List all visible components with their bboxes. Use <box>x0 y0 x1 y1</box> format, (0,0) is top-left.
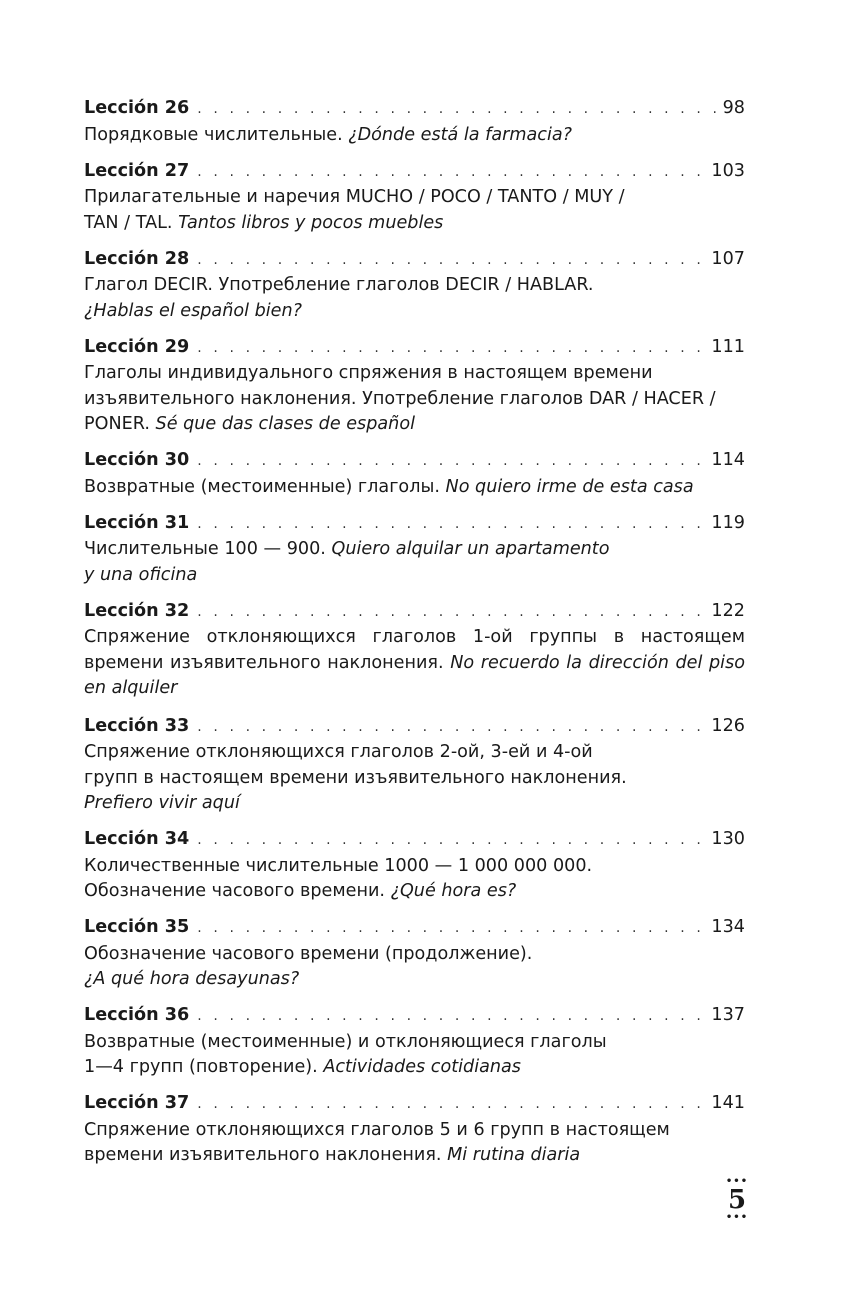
entry-description <box>84 361 745 438</box>
description-text: Спряжение отклоняющихся глаголов 1-ой группы в настоящем времени изъявительного наклонения. <box>84 627 745 673</box>
description-italic: Sé que das clases de español <box>155 414 415 434</box>
toc-entry <box>84 714 745 817</box>
toc-entry <box>84 335 745 438</box>
description-text: групп в настоящем времени изъявительного наклонения. <box>84 767 627 788</box>
toc-entry <box>84 159 745 237</box>
lesson-title: Lección 37 <box>84 1093 190 1113</box>
entry-description <box>84 625 745 702</box>
entry-description <box>84 185 745 236</box>
description-text: Обозначение часового времени. <box>84 881 391 901</box>
entry-heading <box>84 1003 745 1030</box>
lesson-title: Lección 32 <box>84 600 190 621</box>
description-italic: ¿A qué hora desayunas? <box>84 969 300 989</box>
description-text: Спряжение отклоняющихся глаголов 2-ой, 3-ей и 4-ой <box>84 742 593 762</box>
description-text: TAN / TAL. <box>84 212 179 233</box>
entry-heading <box>84 247 745 274</box>
entry-description <box>84 854 745 905</box>
lesson-title: Lección 29 <box>84 336 190 357</box>
entry-description <box>84 273 745 324</box>
entry-heading <box>84 827 745 854</box>
description-text: Количественные числительные 1000 — 1 000 000 000. <box>84 855 593 876</box>
lesson-title: Lección 30 <box>84 450 190 470</box>
lesson-title: Lección 26 <box>84 98 190 118</box>
entry-description <box>84 1118 745 1169</box>
description-text: Прилагательные и наречия MUCHO / POCO / TANTO / MUY / <box>84 187 625 207</box>
description-text: Глагол DECIR. Употребление глаголов DECIR / HABLAR. <box>84 275 594 295</box>
toc-entry <box>84 827 745 905</box>
page-number: 137 <box>711 1005 745 1025</box>
description-text: времени изъявительного наклонения. <box>84 1145 448 1165</box>
description-text: Числительные 100 — 900. <box>84 539 332 559</box>
page-number: 141 <box>711 1093 745 1113</box>
description-italic: Prefiero vivir aquí <box>84 793 240 813</box>
toc-entry <box>84 511 745 589</box>
toc-entry <box>84 448 745 500</box>
description-italic: Mi rutina diaria <box>447 1145 581 1165</box>
description-italic: Quiero alquilar un apartamento <box>331 539 610 559</box>
page-number: 119 <box>711 512 745 533</box>
dot-leader <box>197 715 705 741</box>
description-italic: ¿Qué hora es? <box>390 881 517 901</box>
dot-leader <box>197 336 705 362</box>
entry-description <box>84 1030 745 1081</box>
toc-entry <box>84 915 745 993</box>
page-number: 122 <box>711 600 745 621</box>
entry-heading <box>84 96 745 123</box>
folio-page-number: 5 <box>727 1185 747 1215</box>
dot-leader <box>197 97 716 123</box>
dot-leader <box>197 248 705 274</box>
entry-heading <box>84 159 745 186</box>
page-number: 130 <box>711 829 745 849</box>
lesson-title: Lección 31 <box>84 512 190 533</box>
lesson-title: Lección 27 <box>84 160 190 181</box>
description-italic: Actividades cotidianas <box>323 1057 521 1077</box>
entry-description <box>84 942 745 993</box>
toc-entry <box>84 599 745 702</box>
dot-leader <box>197 916 705 942</box>
description-italic: Tantos libros y pocos muebles <box>178 212 444 233</box>
lesson-title: Lección 34 <box>84 829 190 849</box>
description-text: Спряжение отклоняющихся глаголов 5 и 6 групп в настоящем <box>84 1119 670 1140</box>
dot-leader <box>197 828 705 854</box>
lesson-title: Lección 28 <box>84 248 190 269</box>
lesson-title: Lección 36 <box>84 1005 190 1025</box>
description-italic: ¿Hablas el español bien? <box>84 300 302 321</box>
lesson-title: Lección 35 <box>84 917 190 937</box>
lesson-title: Lección 33 <box>84 715 190 736</box>
page-footer <box>721 1178 753 1222</box>
page-number: 107 <box>711 248 745 269</box>
toc-entry <box>84 1091 745 1169</box>
description-italic: y una oficina <box>84 564 198 585</box>
entry-heading <box>84 599 745 626</box>
toc-entry <box>84 1003 745 1081</box>
description-text: Обозначение часового времени (продолжение). <box>84 943 533 964</box>
description-italic: ¿Dónde está la farmacia? <box>348 124 572 145</box>
page-number: 103 <box>711 160 745 181</box>
entry-heading <box>84 1091 745 1118</box>
entry-heading <box>84 511 745 538</box>
entry-description <box>84 123 745 149</box>
entry-heading <box>84 714 745 741</box>
page-number: 126 <box>711 715 745 736</box>
footer-dots-bottom: ••• <box>725 1212 749 1223</box>
description-text: 1—4 групп (повторение). <box>84 1057 324 1077</box>
dot-leader <box>197 160 705 186</box>
dot-leader <box>197 1004 705 1030</box>
toc-entry <box>84 96 745 148</box>
page-number: 98 <box>722 98 745 118</box>
dot-leader <box>197 512 705 538</box>
entry-heading <box>84 915 745 942</box>
dot-leader <box>197 449 705 475</box>
description-text: Возвратные (местоименные) и отклоняющиеся глаголы <box>84 1031 607 1052</box>
dot-leader <box>197 600 705 626</box>
description-text: Порядковые числительные. <box>84 124 349 145</box>
footer-dots-top: ••• <box>725 1176 749 1187</box>
entry-description <box>84 475 745 501</box>
entry-heading <box>84 335 745 362</box>
description-italic: No recuerdo la dirección del piso en alquiler <box>84 652 745 698</box>
description-text: Глаголы индивидуального спряжения в настоящем времени изъявительного наклонения. Употребление глаголов DAR / HACER / PONER. <box>84 363 716 434</box>
description-italic: No quiero irme de esta casa <box>445 476 694 497</box>
entry-heading <box>84 448 745 475</box>
toc-entry <box>84 247 745 325</box>
page-number: 111 <box>711 336 745 357</box>
description-text: Возвратные (местоименные) глаголы. <box>84 476 446 497</box>
page-number: 134 <box>711 917 745 937</box>
entry-description <box>84 537 745 588</box>
dot-leader <box>197 1092 705 1118</box>
entry-description <box>84 740 745 817</box>
page-number: 114 <box>711 450 745 470</box>
table-of-contents <box>84 96 745 1179</box>
